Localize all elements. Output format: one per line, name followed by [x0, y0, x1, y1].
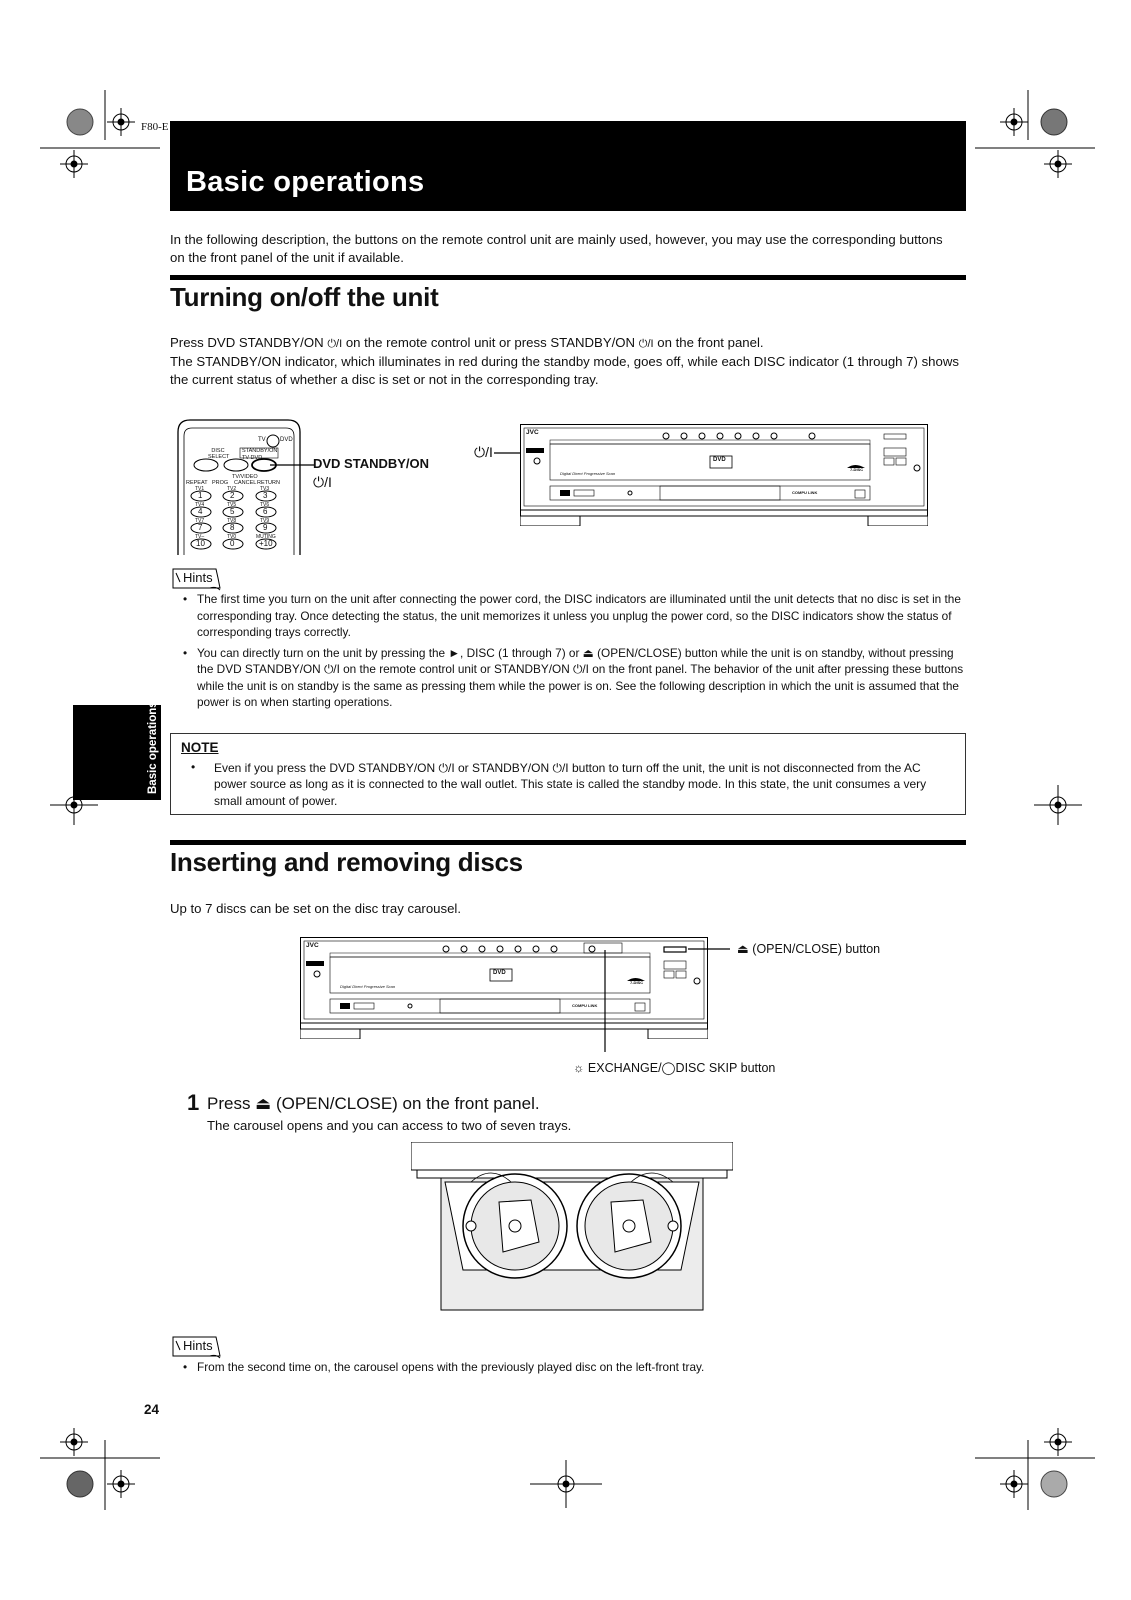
step-number: 1 — [187, 1090, 200, 1115]
hint-item: • You can directly turn on the unit by pressing the ►, DISC (1 through 7) or ⏏ (OPEN/CLOSE) button while the unit is on standby, without pressing the DVD STANDBY/ON ⏻/I on the remote control unit or STANDBY/ON ⏻/I on the front panel. The behavior of the unit after pressing these buttons while the unit is on standby is the same as pressing them while the power is on. See the following description in which the unit is assumed that the power is on when starting operations. — [170, 645, 966, 711]
remote-label-tv8: TV8 — [227, 518, 237, 524]
power-icon: ⏻/I — [638, 338, 654, 350]
remote-label-cancel: CANCEL — [234, 480, 257, 486]
section1-paragraph — [170, 334, 960, 388]
section-title-inserting: Inserting and removing discs — [170, 847, 523, 877]
remote-key-2: 2 — [230, 491, 235, 500]
note-heading: NOTE — [181, 740, 219, 755]
remote-key-3: 3 — [263, 491, 268, 500]
remote-key-4: 4 — [198, 507, 203, 516]
remote-key-10: 10 — [196, 539, 205, 548]
player-dvd-logo: DVD — [493, 970, 506, 976]
power-icon: ⏻/I — [327, 338, 343, 350]
callout-lines-2 — [600, 940, 740, 1060]
doc-code: F80-E — [141, 121, 169, 133]
remote-label-tv0: TV0 — [227, 534, 237, 540]
player-dvd-logo: DVD — [713, 457, 726, 463]
remote-label-disc-select: DISC SELECT — [208, 448, 230, 460]
remote-label-tvminus: TV– — [195, 534, 205, 540]
remote-label-tv-video: TV/VIDEO — [232, 474, 258, 480]
page-number: 24 — [144, 1402, 160, 1417]
callout-power-symbol-remote: ⏻/I — [313, 474, 332, 490]
remote-key-0: 0 — [230, 539, 235, 548]
remote-label-tv6: TV6 — [260, 502, 270, 508]
remote-control-illustration — [176, 418, 302, 555]
p1c: on the front panel. — [657, 335, 764, 350]
remote-key-6: 6 — [263, 507, 268, 516]
hint-item: • From the second time on, the carousel opens with the previously played disc on the left-front tray. — [170, 1359, 966, 1376]
remote-label-muting: MUTING — [256, 534, 276, 540]
player-7disc: 7-DISC — [630, 980, 644, 985]
player-compulink: COMPU LINK — [572, 1003, 598, 1008]
p2: The STANDBY/ON indicator, which illuminates in red during the standby mode, goes off, while each DISC indicator (1 through 7) shows the current status of whether a disc is set or not in the corresponding tray. — [170, 354, 959, 387]
remote-label-tv3: TV3 — [260, 486, 270, 492]
section-title-turning-on: Turning on/off the unit — [170, 282, 439, 312]
remote-label-standby-on: STANDBY/ON — [242, 448, 278, 454]
callout-power-symbol-panel: ⏻/I — [474, 444, 493, 460]
remote-key-7: 7 — [198, 523, 203, 532]
carousel-drawing — [411, 1142, 733, 1312]
callout-open-close: ⏏ (OPEN/CLOSE) button — [737, 942, 881, 956]
remote-label-tv7: TV7 — [195, 518, 205, 524]
callout-dvd-standby-on: DVD STANDBY/ON — [313, 456, 430, 471]
side-tab-text: Basic operations — [147, 701, 159, 794]
player-digital-label: Digital Direct Progressive Scan — [340, 984, 396, 989]
dvd-player-illustration-1 — [520, 424, 928, 526]
remote-key-10plus: +10 — [259, 539, 273, 548]
page-title: Basic operations — [186, 166, 425, 198]
hints-label: Hints — [183, 1338, 213, 1353]
carousel-illustration — [411, 1142, 733, 1312]
remote-label-tv: TV — [258, 437, 266, 443]
hints-label: Hints — [183, 570, 213, 585]
hints-list-1 — [170, 591, 966, 715]
player-brand: JVC — [526, 429, 539, 436]
remote-label-tv9: TV9 — [260, 518, 270, 524]
remote-label-tv5: TV5 — [227, 502, 237, 508]
remote-key-8: 8 — [230, 523, 235, 532]
player-compulink: COMPU LINK — [792, 490, 818, 495]
intro-paragraph: In the following description, the buttons on the remote control unit are mainly used, however, you may use the corresponding buttons on the front panel of the unit if available. — [170, 232, 943, 265]
player-brand: JVC — [306, 942, 319, 949]
note-text: Even if you press the DVD STANDBY/ON ⏻/I or STANDBY/ON ⏻/I button to turn off the unit, the unit is not disconnected from the AC power source as long as it is connected to the wall outlet. This state is called the standby mode. In this state, the unit consumes a very small amount of power. — [214, 761, 927, 808]
note-bullet: • — [191, 760, 196, 774]
p1a: Press DVD STANDBY/ON — [170, 335, 324, 350]
hints-list-2 — [170, 1359, 966, 1380]
step-subtext: The carousel opens and you can access to two of seven trays. — [207, 1118, 572, 1133]
remote-label-tv-dvd: TV DVD — [242, 455, 263, 461]
player-digital-label: Digital Direct Progressive Scan — [560, 471, 616, 476]
note-box — [170, 733, 966, 815]
remote-label-tv2: TV2 — [227, 486, 237, 492]
remote-key-5: 5 — [230, 507, 235, 516]
callout-exchange: ☼ EXCHANGE/◯DISC SKIP button — [573, 1061, 776, 1075]
remote-key-1: 1 — [198, 491, 203, 500]
player-7disc: 7-DISC — [850, 467, 864, 472]
section-rule — [170, 275, 966, 280]
step-text: Press ⏏ (OPEN/CLOSE) on the front panel. — [207, 1094, 540, 1113]
remote-label-return: RETURN — [257, 480, 280, 486]
remote-label-tv1: TV1 — [195, 486, 205, 492]
p1b: on the remote control unit or press STANDBY/ON — [345, 335, 636, 350]
remote-label-tv4: TV4 — [195, 502, 205, 508]
section2-paragraph: Up to 7 discs can be set on the disc tray carousel. — [170, 901, 462, 916]
remote-label-repeat: REPEAT — [186, 480, 208, 486]
side-tab-label — [139, 701, 159, 798]
remote-key-9: 9 — [263, 523, 268, 532]
section-rule — [170, 840, 966, 845]
hint-item: • The first time you turn on the unit after connecting the power cord, the DISC indicators are illuminated until the unit detects that no disc is set in the corresponding tray. Once detecting the status, the unit memorizes it unless you unplug the power cord, so the DISC indicators show the status of corresponding trays correctly. — [170, 591, 966, 641]
remote-label-dvd: DVD — [280, 437, 293, 443]
callout-line-remote — [270, 460, 315, 470]
remote-label-prog: PROG — [212, 480, 229, 486]
